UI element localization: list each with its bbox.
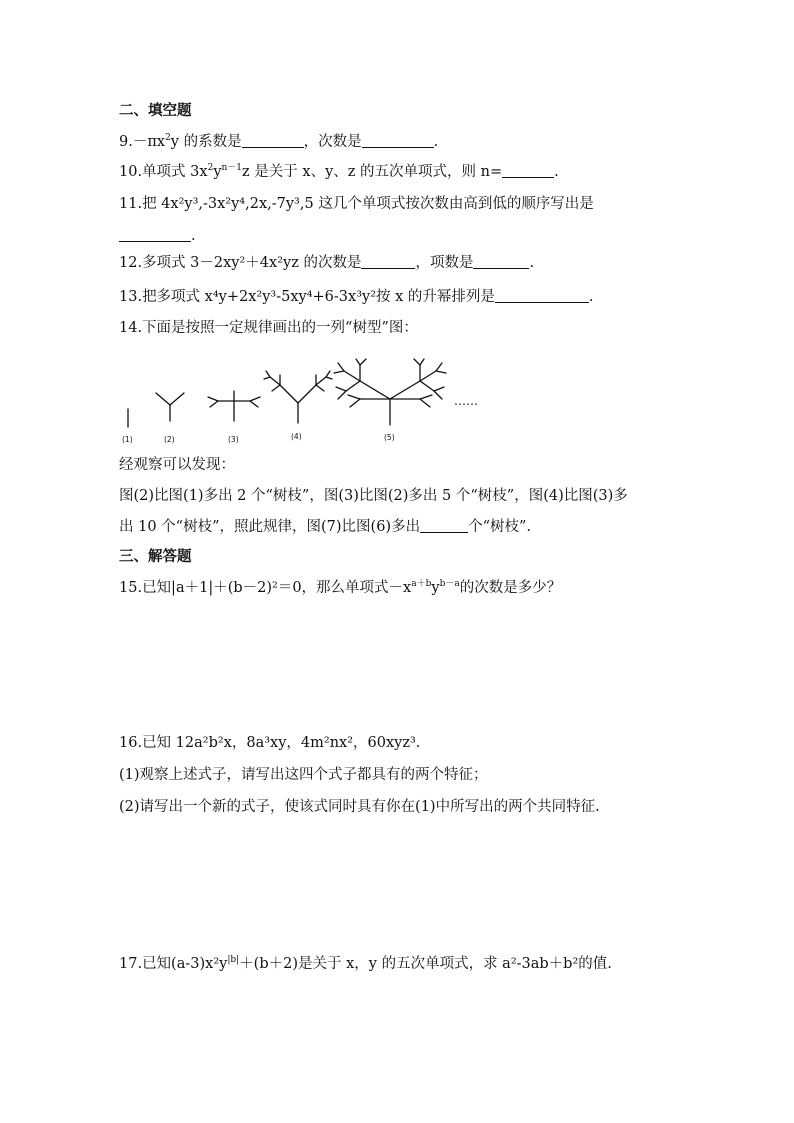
tree-figures (116, 357, 506, 447)
answer-blank-9a[interactable] (242, 133, 304, 148)
answer-blank-10[interactable] (502, 163, 554, 178)
answer-blank-13[interactable] (495, 288, 589, 303)
answer-blank-9b[interactable] (362, 133, 434, 148)
answer-blank-11[interactable] (119, 227, 191, 242)
tree-figure-5 (334, 359, 446, 425)
question-11-answer-line: . (119, 226, 196, 246)
question-9: $9.-\pi x^2y$ 的系数是 ，次数是 . (119, 133, 439, 150)
question-11: 11.把 4x²y³,-3x²y⁴,2x,-7y³,5 这几个单项式按次数由高到低的顺序写出是 (119, 196, 594, 212)
section-heading-fill-in: 二、填空题 (119, 103, 192, 119)
question-16: 16.已知 12a²b²x，8a³xy，4m²nx²，60xyz³. (119, 735, 421, 751)
figure-label-4: (4) (291, 432, 302, 441)
question-17: 17.已知$(a-3)x^2y^{|b|}+(b+2)$是关于 x，y 的五次单项式，求 a²-3ab＋b²的值. (119, 955, 612, 972)
question-12: 12.多项式 3－2xy²＋4x²yz 的次数是 ，项数是 . (119, 255, 535, 271)
section-heading-solve: 三、解答题 (119, 549, 192, 565)
question-10: 10.单项式 $3x^2y^{n-1}z$ 是关于 x、y、z 的五次单项式，则 n= . (119, 163, 559, 180)
figure-label-2: (2) (164, 435, 175, 444)
question-14-line1: 图(2)比图(1)多出 2 个“树枝”，图(3)比图(2)多出 5 个“树枝”，图(4)比图(3)多 (119, 488, 628, 504)
answer-blank-14[interactable] (420, 518, 468, 533)
question-14: 14.下面是按照一定规律画出的一列“树型”图： (119, 320, 418, 336)
tree-figure-2 (156, 393, 184, 421)
answer-blank-12a[interactable] (361, 254, 415, 269)
question-14-line2: 出 10 个“树枝”，照此规律，图(7)比图(6)多出 个“树枝”. (119, 519, 532, 535)
tree-figure-4 (264, 371, 332, 423)
question-15: 15.已知|a＋1|＋(b－2)²＝0，那么单项式$-x^{a+b}y^{b-a}$的次数是多少？ (119, 579, 562, 596)
question-16-part2: (2)请写出一个新的式子，使该式同时具有你在(1)中所写出的两个共同特征. (119, 799, 600, 815)
answer-blank-12b[interactable] (473, 254, 529, 269)
question-13: 13.把多项式 x⁴y+2x²y³-5xy⁴+6-3x³y²按 x 的升幂排列是 . (119, 289, 594, 305)
figure-label-5: (5) (384, 433, 395, 442)
question-16-part1: (1)观察上述式子，请写出这四个式子都具有的两个特征； (119, 767, 488, 783)
figure-ellipsis: …… (454, 394, 478, 408)
figure-label-3: (3) (228, 435, 239, 444)
tree-figure-3 (208, 391, 260, 421)
figure-label-1: (1) (122, 435, 133, 444)
question-14-observe: 经观察可以发现： (119, 457, 235, 473)
